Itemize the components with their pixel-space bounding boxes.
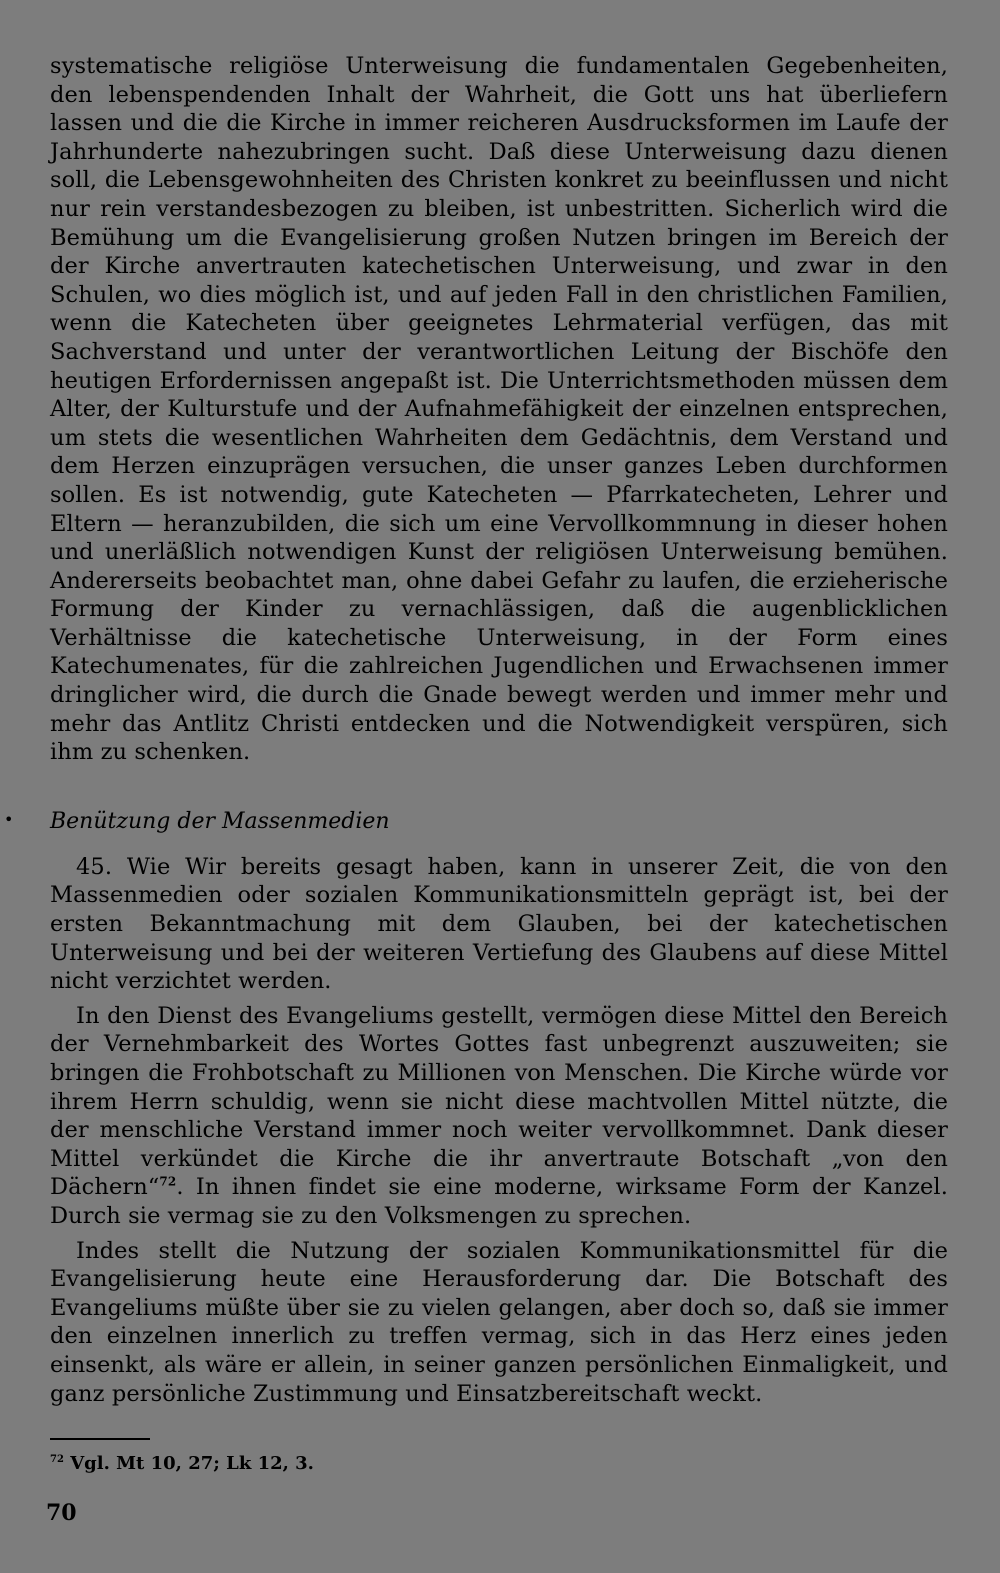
footnote-text: Vgl. Mt 10, 27; Lk 12, 3. (70, 1453, 314, 1475)
margin-bullet-mark: • (4, 809, 14, 829)
paragraph-45: 45. Wie Wir bereits gesagt haben, kann in unserer Zeit, die von den Massenmedien oder sozialen Kommunikationsmitteln geprägt ist, bei der ersten Bekanntmachung mit dem Glauben, bei der katechetischen Unterweisung und bei der weiteren Vertiefung des Glaubens auf diese Mittel nicht verzichtet werden. (50, 853, 948, 995)
footnote-reference: 72 (159, 1174, 177, 1189)
body-paragraph-continuation: systematische religiöse Unterweisung die fundamentalen Gegebenheiten, den lebenspendenden Inhalt der Wahrheit, die Gott uns hat überliefern lassen und die die Kirche in immer reicheren Ausdrucksformen im Laufe der Jahrhunderte nahezubringen sucht. Daß diese Unterweisung dazu dienen soll, die Lebensgewohnheiten des Christen konkret zu beeinflussen und nicht nur rein verstandesbezogen zu bleiben, ist unbestritten. Sicherlich wird die Bemühung um die Evangelisierung großen Nutzen bringen im Bereich der der Kirche anvertrauten katechetischen Unterweisung, und zwar in den Schulen, wo dies möglich ist, und auf jeden Fall in den christlichen Familien, wenn die Katecheten über geeignetes Lehrmaterial verfügen, das mit Sachverstand und unter der verantwortlichen Leitung der Bischöfe den heutigen Erfordernissen angepaßt ist. Die Unterrichtsmethoden müssen dem Alter, der Kulturstufe und der Aufnahmefähigkeit der einzelnen entsprechen, um stets die wesentlichen Wahrheiten dem Gedächtnis, dem Verstand und dem Herzen einzuprägen versuchen, die unser ganzes Leben durchformen sollen. Es ist notwendig, gute Katecheten — Pfarrkatecheten, Lehrer und Eltern — heranzubilden, die sich um eine Vervollkommnung in dieser hohen und unerläßlich notwendigen Kunst der religiösen Unterweisung bemühen. Andererseits beobachtet man, ohne dabei Gefahr zu laufen, die erzieherische Formung der Kinder zu vernachlässigen, daß die augenblicklichen Verhältnisse die katechetische Unterweisung, in der Form eines Katechumenates, für die zahlreichen Jugendlichen und Erwachsenen immer dringlicher wird, die durch die Gnade bewegt werden und immer mehr und mehr das Antlitz Christi entdecken und die Notwendigkeit verspüren, sich ihm zu schenken. (50, 53, 948, 766)
page-number: 70 (46, 1500, 77, 1526)
footnote-divider (50, 1438, 150, 1440)
body-paragraph-media (50, 1002, 948, 1231)
section-heading: Benützung der Massenmedien (50, 808, 390, 834)
paragraph-text-tail: . In ihnen findet sie eine moderne, wirksame Form der Kanzel. Durch sie vermag sie zu den Volksmengen zu sprechen. (50, 1174, 948, 1229)
footnote-number: 72 (50, 1454, 64, 1466)
body-paragraph-challenge: Indes stellt die Nutzung der sozialen Kommunikationsmittel für die Evangelisierung heute eine Herausforderung dar. Die Botschaft des Evangeliums müßte über sie zu vielen gelangen, aber doch so, daß sie immer den einzelnen innerlich zu treffen vermag, sich in das Herz eines jeden einsenkt, als wäre er allein, in seiner ganzen persönlichen Einmaligkeit, und ganz persönliche Zustimmung und Einsatzbereitschaft weckt. (50, 1237, 948, 1407)
paragraph-text: In den Dienst des Evangeliums gestellt, vermögen diese Mittel den Bereich der Vernehmbarkeit des Wortes Gottes fast unbegrenzt auszuweiten; sie bringen die Frohbotschaft zu Millionen von Menschen. Die Kirche würde vor ihrem Herrn schuldig, wenn sie nicht diese machtvollen Mittel nützte, die der menschliche Verstand immer noch weiter vervollkommnet. Dank dieser Mittel verkündet die Kirche die ihr anvertraute Botschaft „von den Dächern“ (50, 1002, 948, 1201)
document-page (4, 52, 948, 1476)
footnote (50, 1452, 948, 1476)
section-heading-wrap (4, 808, 948, 836)
